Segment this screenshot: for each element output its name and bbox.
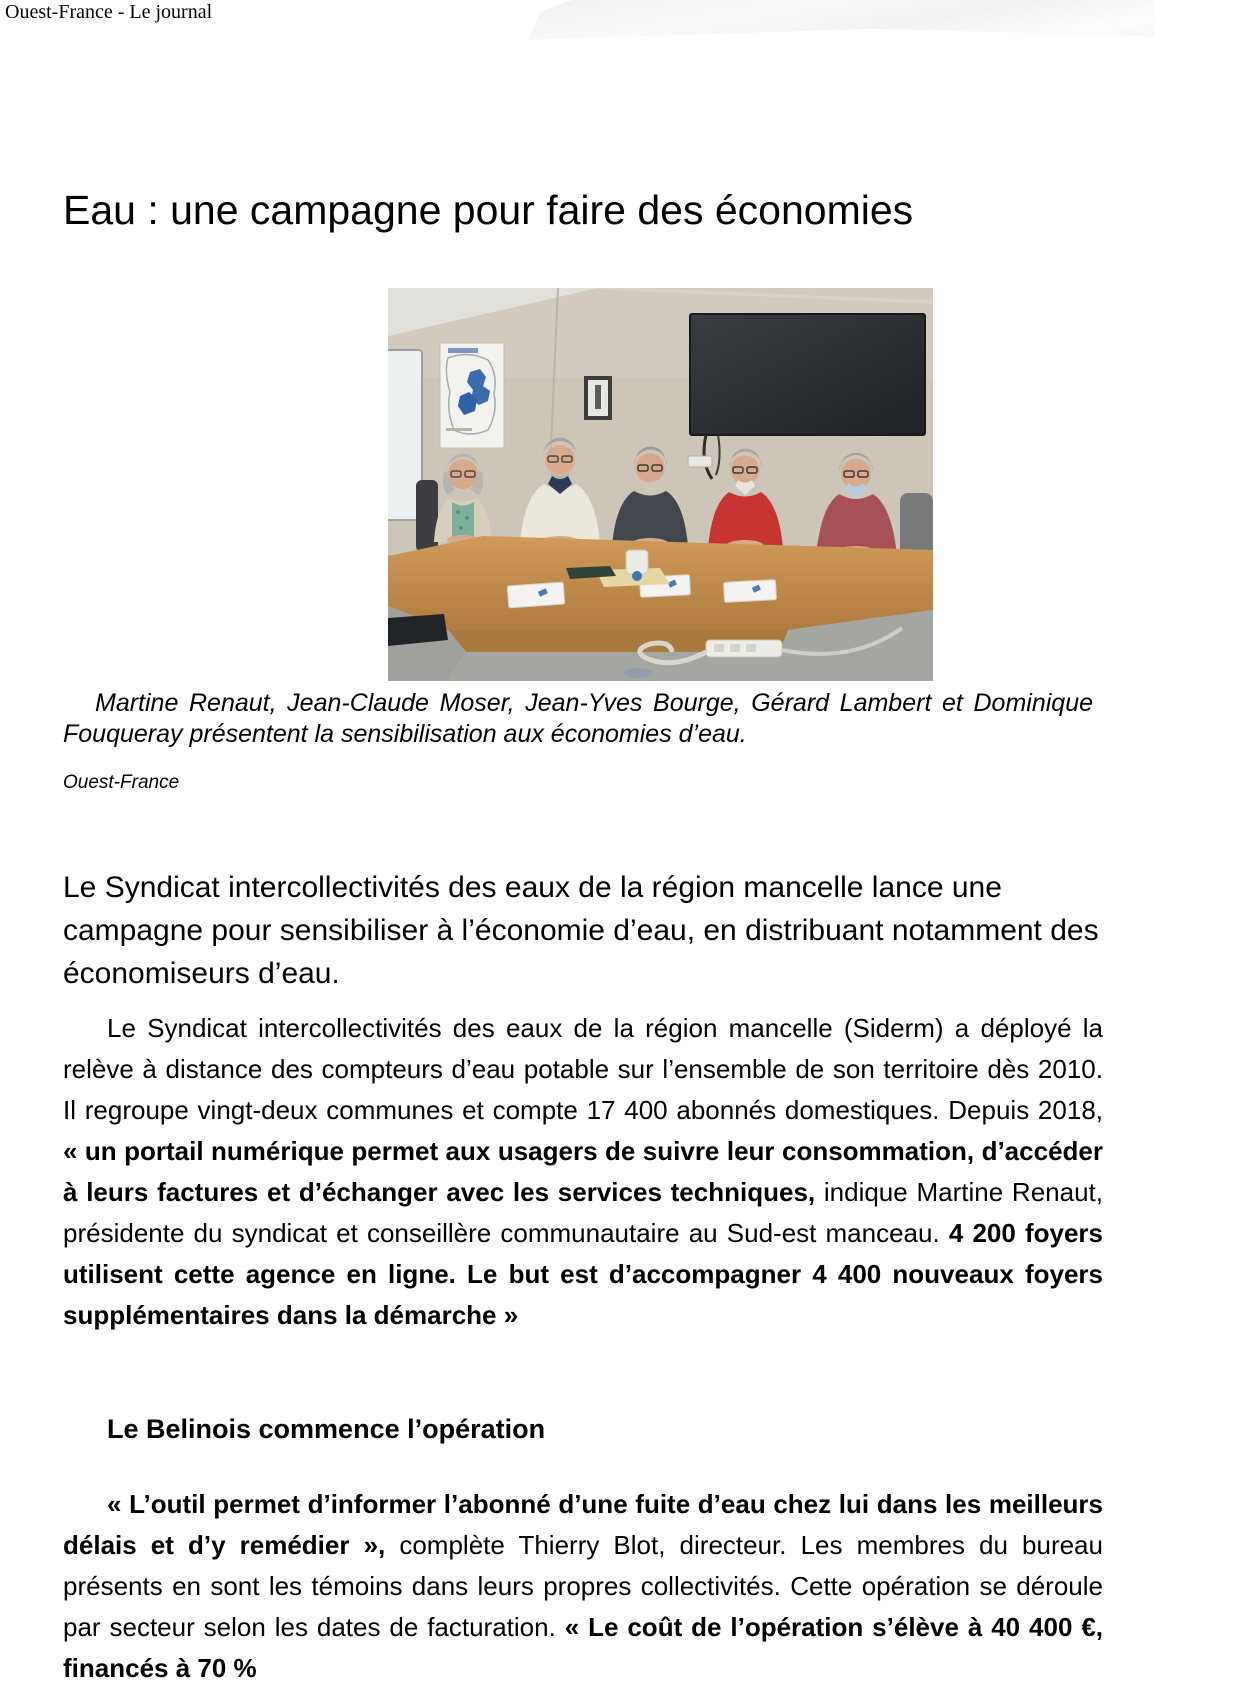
framed-picture [584,376,612,420]
article-title: Eau : une campagne pour faire des économies [63,187,914,234]
article-photo[interactable] [388,288,933,681]
quote-bold-run: « un portail numérique permet aux usagers de suivre leur consommation, d’accéder à leurs factures et d’échanger avec les services techniques, [63,1136,1103,1207]
map-poster [440,343,504,448]
conference-table [388,536,933,681]
sub-heading: Le Belinois commence l’opération [107,1414,546,1445]
top-banner-artifact [528,0,1154,40]
lead-paragraph: Le Syndicat intercollectivités des eaux de la région mancelle lance une campagne pour sensibiliser à l’économie d’eau, en distribuant notamment des économiseurs d’eau. [63,871,1099,990]
body-paragraph-2 [63,1484,1103,1689]
quote-bold-run: « Le coût de l’opération s’élève à 40 400 €, financés à 70 % [63,1612,1104,1683]
photo-caption: Martine Renaut, Jean-Claude Moser, Jean-Yves Bourge, Gérard Lambert et Dominique Fouqueray présentent la sensibilisation aux économies d’eau. [63,689,1093,748]
photo-credit: Ouest-France [63,772,180,793]
body-paragraph-1 [63,1008,1103,1336]
text-run: Le Syndicat intercollectivités des eaux de la région mancelle (Siderm) a déployé la relève à distance des compteurs d’eau potable sur l’ensemble de son territoire dès 2010. Il regroupe vingt-deux communes et compte 17 400 abonnés domestiques. Depuis 2018, [63,1013,1103,1125]
text-run: indique Martine Renaut, présidente du syndicat et conseillère communautaire au Sud-est manceau. [63,1177,1103,1248]
quote-bold-run: 4 200 foyers utilisent cette agence en ligne. Le but est d’accompagner 4 400 nouveaux foyers supplémentaires dans la démarche » [63,1218,1103,1330]
text-run: complète Thierry Blot, directeur. Les membres du bureau présents en sont les témoins dans leurs propres collectivités. Cette opération se déroule par secteur selon les dates de facturation. [63,1530,1103,1642]
app-masthead: Ouest-France - Le journal [5,1,213,23]
quote-bold-run: « L’outil permet d’informer l’abonné d’une fuite d’eau chez lui dans les meilleurs délais et d’y remédier », [63,1489,1103,1560]
meeting-photo-illustration [388,288,933,681]
